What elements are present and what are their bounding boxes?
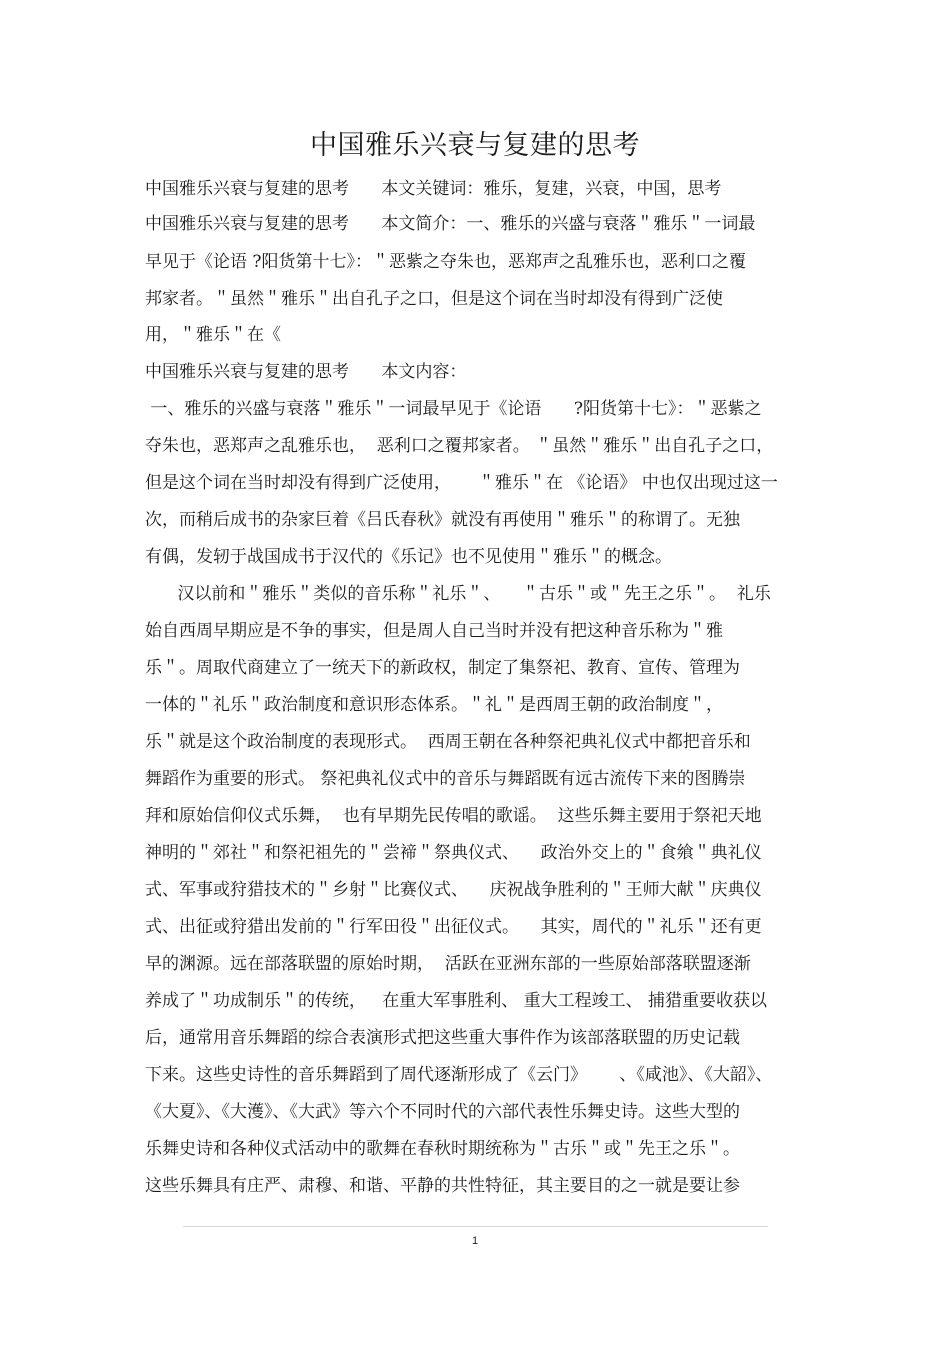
text-line: 有偶，发轫于战国成书于汉代的《乐记》也不见使用＂雅乐＂的概念。: [145, 547, 672, 567]
text-line: 中国雅乐兴衰与复建的思考 本文简介：一、雅乐的兴盛与衰落＂雅乐＂一词最: [145, 214, 756, 234]
page-number: 1: [471, 1235, 479, 1247]
text-line: 汉以前和＂雅乐＂类似的音乐称＂礼乐＂、 ＂古乐＂或＂先王之乐＂。 礼乐: [145, 584, 771, 604]
text-line: 邦家者。＂虽然＂雅乐＂出自孔子之口，但是这个词在当时却没有得到广泛使: [145, 289, 723, 309]
text-line: 早的渊源。远在部落联盟的原始时期， 活跃在亚洲东部的一些原始部落联盟逐渐: [145, 954, 751, 974]
text-line: 一、雅乐的兴盛与衰落＂雅乐＂一词最早见于《论语 ?阳货第十七》：＂恶紫之: [145, 399, 762, 419]
text-line: 用，＂雅乐＂在《: [145, 325, 281, 345]
text-line: 舞蹈作为重要的形式。 祭祀典礼仪式中的音乐与舞蹈既有远古流传下来的图腾崇: [145, 769, 746, 789]
text-line: 乐＂。周取代商建立了一统天下的新政权，制定了集祭祀、教育、宣传、管理为: [145, 658, 740, 678]
text-line: 式、军事或狩猎技术的＂乡射＂比赛仪式、 庆祝战争胜利的＂王师大献＂庆典仪: [145, 880, 762, 900]
text-line: 式、出征或狩猎出发前的＂行军田役＂出征仪式。 其实，周代的＂礼乐＂还有更: [145, 917, 762, 937]
text-line: 始自西周早期应是不争的事实，但是周人自己当时并没有把这种音乐称为＂雅: [145, 621, 723, 641]
text-line: 这些乐舞具有庄严、肃穆、和谐、平静的共性特征，其主要目的之一就是要让参: [145, 1176, 740, 1196]
text-line: 一体的＂礼乐＂政治制度和意识形态体系。＂礼＂是西周王朝的政治制度＂，: [145, 695, 723, 715]
text-line: 下来。这些史诗性的音乐舞蹈到了周代逐渐形成了《云门》 、《咸池》、《大韶》、: [145, 1065, 773, 1085]
text-line: 拜和原始信仰仪式乐舞， 也有早期先民传唱的歌谣。 这些乐舞主要用于祭祀天地: [145, 806, 762, 826]
text-line: 神明的＂郊社＂和祭祀祖先的＂尝褅＂祭典仪式、 政治外交上的＂食飨＂典礼仪: [145, 843, 762, 863]
text-line: 中国雅乐兴衰与复建的思考 本文内容：: [145, 362, 467, 382]
text-line: 早见于《论语 ?阳货第十七》：＂恶紫之夺朱也，恶郑声之乱雅乐也，恶利口之覆: [145, 252, 747, 272]
text-line: 乐＂就是这个政治制度的表现形式。 西周王朝在各种祭祀典礼仪式中都把音乐和: [145, 732, 751, 752]
text-line: 夺朱也，恶郑声之乱雅乐也， 恶利口之覆邦家者。 ＂虽然＂雅乐＂出自孔子之口，: [145, 436, 774, 456]
text-line: 乐舞史诗和各种仪式活动中的歌舞在春秋时期统称为＂古乐＂或＂先王之乐＂。: [145, 1139, 740, 1159]
page-title: 中国雅乐兴衰与复建的思考: [310, 130, 640, 161]
text-line: 但是这个词在当时却没有得到广泛使用， ＂雅乐＂在 《论语》 中也仅出现过这一: [145, 473, 778, 493]
text-line: 次，而稍后成书的杂家巨着《吕氏春秋》就没有再使用＂雅乐＂的称谓了。无独: [145, 510, 740, 530]
text-line: 后，通常用音乐舞蹈的综合表演形式把这些重大事件作为该部落联盟的历史记载: [145, 1028, 740, 1048]
text-line: 《大夏》、《大濩》、《大武》等六个不同时代的六部代表性乐舞史诗。这些大型的: [145, 1102, 740, 1122]
text-line: 养成了＂功成制乐＂的传统， 在重大军事胜利、 重大工程竣工、 捕猎重要收获以: [145, 991, 768, 1011]
footer-divider: [183, 1226, 768, 1227]
text-line: 中国雅乐兴衰与复建的思考 本文关键词：雅乐，复建，兴衰，中国，思考: [145, 179, 722, 199]
